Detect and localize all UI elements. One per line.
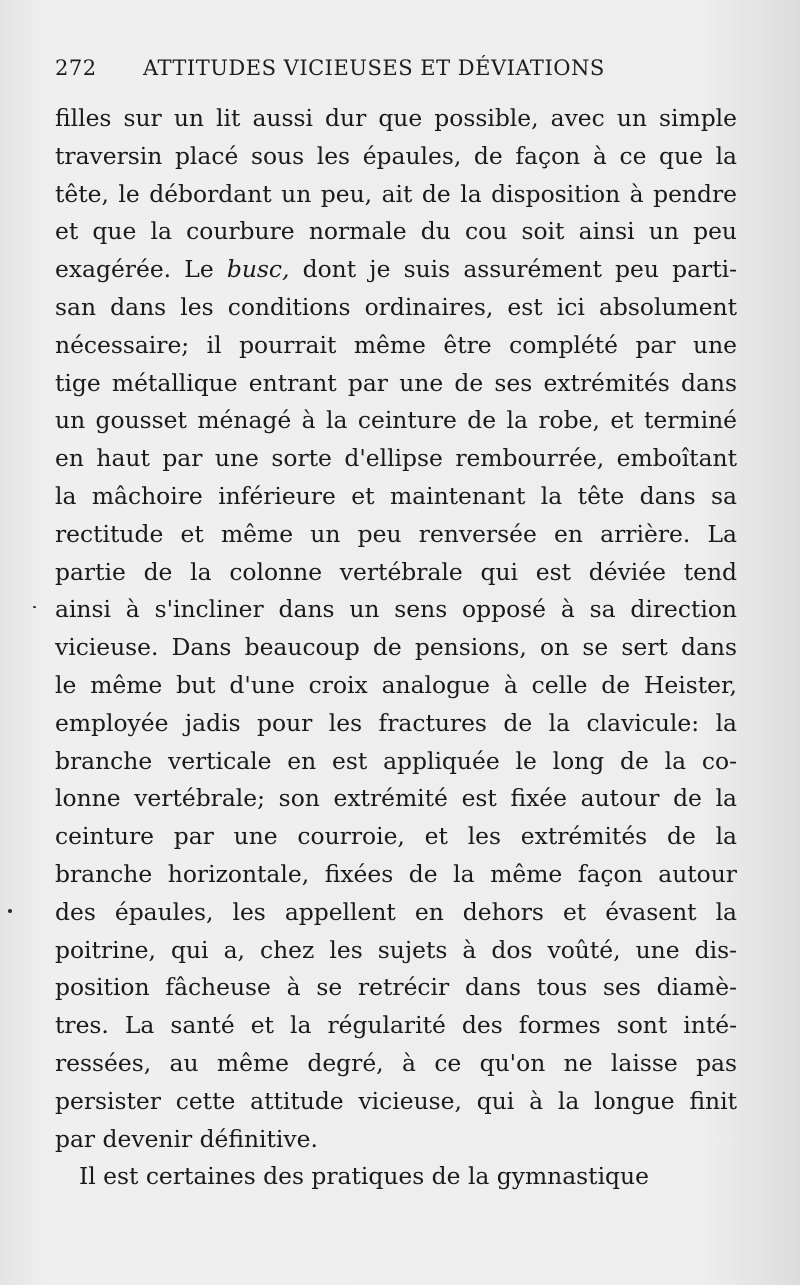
text-line (55, 1083, 737, 1121)
text-line (55, 705, 737, 743)
text-line (55, 138, 737, 176)
text-run: la mâchoire inférieure et maintenant la tête dans sa (55, 481, 737, 510)
text-run: branche horizontale, fixées de la même façon autour (55, 859, 737, 888)
text-run: filles sur un lit aussi dur que possible, avec un simple (55, 104, 737, 132)
print-speck (8, 909, 12, 913)
text-run: persister cette attitude vicieuse, qui à la longue finit (55, 1086, 737, 1115)
text-line (55, 176, 737, 214)
text-line (55, 629, 737, 667)
text-run: position fâcheuse à se retrécir dans tous ses diamè- (55, 973, 737, 1002)
text-run: rectitude et même un peu renversée en arrière. La (55, 519, 737, 548)
body-text (55, 100, 737, 1196)
text-run: exagérée. Le (55, 255, 227, 284)
running-title: ATTITUDES VICIEUSES ET DÉVIATIONS (143, 56, 605, 80)
text-line (55, 402, 737, 440)
text-run: par devenir définitive. (55, 1124, 318, 1153)
text-run: tête, le débordant un peu, ait de la disposition à pendre (55, 179, 737, 208)
text-run: partie de la colonne vertébrale qui est déviée tend (55, 557, 737, 586)
italic-term: busc, (226, 255, 290, 284)
text-line (55, 1045, 737, 1083)
text-line (55, 478, 737, 516)
text-run: tige métallique entrant par une de ses extrémités dans (55, 368, 737, 397)
text-run: nécessaire; il pourrait même être complété par une (55, 330, 737, 359)
text-line (55, 743, 737, 781)
text-run: san dans les conditions ordinaires, est ici absolument (55, 292, 737, 321)
text-line (55, 894, 737, 932)
text-run: lonne vertébrale; son extrémité est fixée autour de la (55, 784, 737, 813)
text-run: ressées, au même degré, à ce qu'on ne laisse pas (55, 1048, 737, 1077)
text-line (55, 856, 737, 894)
text-run: ceinture par une courroie, et les extrémités de la (55, 822, 737, 851)
print-speck (33, 606, 36, 608)
text-run: dont je suis assurément peu parti- (289, 255, 737, 284)
text-run: et que la courbure normale du cou soit ainsi un peu (55, 217, 737, 246)
text-line (55, 1121, 737, 1159)
text-line (55, 213, 737, 251)
text-run: tres. La santé et la régularité des formes sont inté- (55, 1011, 737, 1040)
text-run: le même but d'une croix analogue à celle de Heister, (55, 670, 737, 699)
text-line (55, 327, 737, 365)
text-run: vicieuse. Dans beaucoup de pensions, on se sert dans (55, 633, 737, 662)
text-line (55, 516, 737, 554)
text-line (55, 251, 737, 289)
text-line (55, 818, 737, 856)
text-line (55, 100, 737, 138)
text-line (55, 780, 737, 818)
text-line (55, 289, 737, 327)
text-line (55, 554, 737, 592)
text-run: branche verticale en est appliquée le long de la co- (55, 746, 737, 775)
text-line (55, 969, 737, 1007)
text-run: poitrine, qui a, chez les sujets à dos voûté, une dis- (55, 935, 737, 964)
text-line (55, 440, 737, 478)
text-run: des épaules, les appellent en dehors et évasent la (55, 897, 737, 926)
text-run: employée jadis pour les fractures de la clavicule: la (55, 708, 737, 737)
text-run: Il est certaines des pratiques de la gymnastique (79, 1162, 649, 1191)
page-number: 272 (55, 56, 97, 80)
text-run: en haut par une sorte d'ellipse rembourrée, emboîtant (55, 444, 737, 473)
page-header (55, 56, 755, 90)
text-line (55, 1007, 737, 1045)
text-run: ainsi à s'incliner dans un sens opposé à sa direction (55, 595, 737, 624)
text-run: un gousset ménagé à la ceinture de la robe, et terminé (55, 406, 737, 435)
text-run: traversin placé sous les épaules, de façon à ce que la (55, 141, 737, 170)
text-line (55, 1158, 737, 1196)
text-line (55, 591, 737, 629)
text-line (55, 667, 737, 705)
text-line (55, 932, 737, 970)
text-line (55, 365, 737, 403)
